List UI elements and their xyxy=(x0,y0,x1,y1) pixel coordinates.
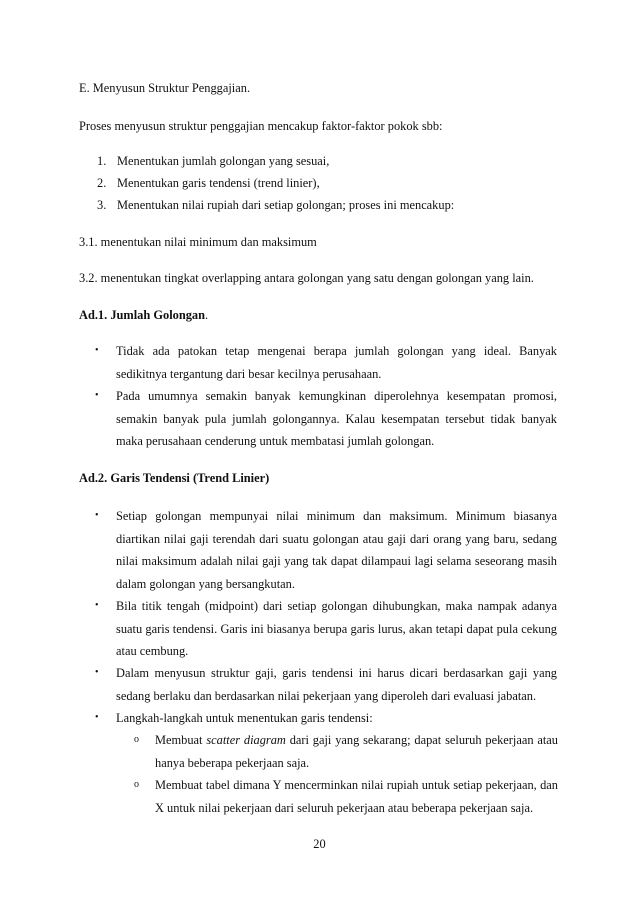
bullet-item xyxy=(95,662,557,707)
bullet-icon: • xyxy=(95,712,99,723)
ad1-heading xyxy=(79,307,208,323)
item-number: 2. xyxy=(97,176,107,190)
item-text: Menentukan garis tendensi (trend linier), xyxy=(117,176,320,190)
bullet-item xyxy=(95,707,557,730)
bullet-text: Pada umumnya semakin banyak kemungkinan diperolehnya kesempatan promosi, semakin banyak pula jumlah golongannya. Kalau kesempatan tersebut tidak banyak maka perusahaan cenderung untuk membatasi jumlah golongan. xyxy=(116,389,557,449)
circle-bullet-icon: o xyxy=(134,779,139,790)
bullet-icon: • xyxy=(95,667,99,678)
numbered-item xyxy=(97,197,454,213)
item-text: Menentukan jumlah golongan yang sesuai, xyxy=(117,154,330,168)
intro-paragraph: Proses menyusun struktur penggajian mencakup faktor-faktor pokok sbb: xyxy=(79,119,443,133)
bullet-text: Dalam menyusun struktur gaji, garis tendensi ini harus dicari berdasarkan gaji yang sedang berlaku dan berdasarkan nilai pekerjaan yang diperoleh dari evaluasi jabatan. xyxy=(116,666,557,703)
bullet-icon: • xyxy=(95,345,99,356)
circle-bullet-icon: o xyxy=(134,734,139,745)
step-text: Membuat xyxy=(155,733,207,747)
bullet-icon: • xyxy=(95,390,99,401)
subpoint: 3.1. menentukan nilai minimum dan maksimum xyxy=(79,235,317,249)
item-number: 1. xyxy=(97,154,107,168)
bullet-text: Tidak ada patokan tetap mengenai berapa jumlah golongan yang ideal. Banyak sedikitnya tergantung dari besar kecilnya perusahaan. xyxy=(116,344,557,381)
step-text: Membuat tabel dimana Y mencerminkan nilai rupiah untuk setiap pekerjaan, dan X untuk nilai pekerjaan dari seluruh pekerjaan atau beberapa pekerjaan saja. xyxy=(155,778,558,815)
subpoint: 3.2. menentukan tingkat overlapping antara golongan yang satu dengan golongan yang lain. xyxy=(79,271,534,285)
step-emphasis: scatter diagram xyxy=(206,733,286,747)
ad1-title-suffix: . xyxy=(205,308,209,322)
numbered-item xyxy=(97,175,320,191)
item-number: 3. xyxy=(97,198,107,212)
bullet-icon: • xyxy=(95,600,99,611)
ad2-heading: Ad.2. Garis Tendensi (Trend Linier) xyxy=(79,471,270,485)
sub-bullet-item xyxy=(134,774,558,819)
bullet-text: Setiap golongan mempunyai nilai minimum dan maksimum. Minimum biasanya diartikan nilai gaji terendah dari suatu golongan atau gaji dari orang yang baru, sedang nilai maksimum adalah nilai gaji yang tak dapat dilampaui lagi selama seseorang masih dalam golongan yang bersangkutan. xyxy=(116,509,557,591)
numbered-item xyxy=(97,153,329,169)
item-text: Menentukan nilai rupiah dari setiap golongan; proses ini mencakup: xyxy=(117,198,455,212)
ad1-title: Ad.1. Jumlah Golongan xyxy=(79,308,206,322)
section-heading: E. Menyusun Struktur Penggajian. xyxy=(79,81,251,95)
sub-bullet-text xyxy=(155,729,558,774)
bullet-icon: • xyxy=(95,510,99,521)
step-text: dari gaji yang sekarang; dapat seluruh pekerjaan atau hanya beberapa pekerjaan saja. xyxy=(155,733,558,770)
bullet-text: Langkah-langkah untuk menentukan garis tendensi: xyxy=(116,711,373,725)
bullet-item xyxy=(95,385,557,453)
sub-bullet-item xyxy=(134,729,558,774)
bullet-text: Bila titik tengah (midpoint) dari setiap golongan dihubungkan, maka nampak adanya suatu garis tendensi. Garis ini biasanya berupa garis lurus, akan tetapi dapat pula cekung atau cembung. xyxy=(116,599,557,659)
sub-bullet-text xyxy=(155,774,558,819)
bullet-item xyxy=(95,340,557,385)
page-number: 20 xyxy=(313,837,326,851)
bullet-item xyxy=(95,595,557,663)
bullet-item xyxy=(95,505,557,595)
